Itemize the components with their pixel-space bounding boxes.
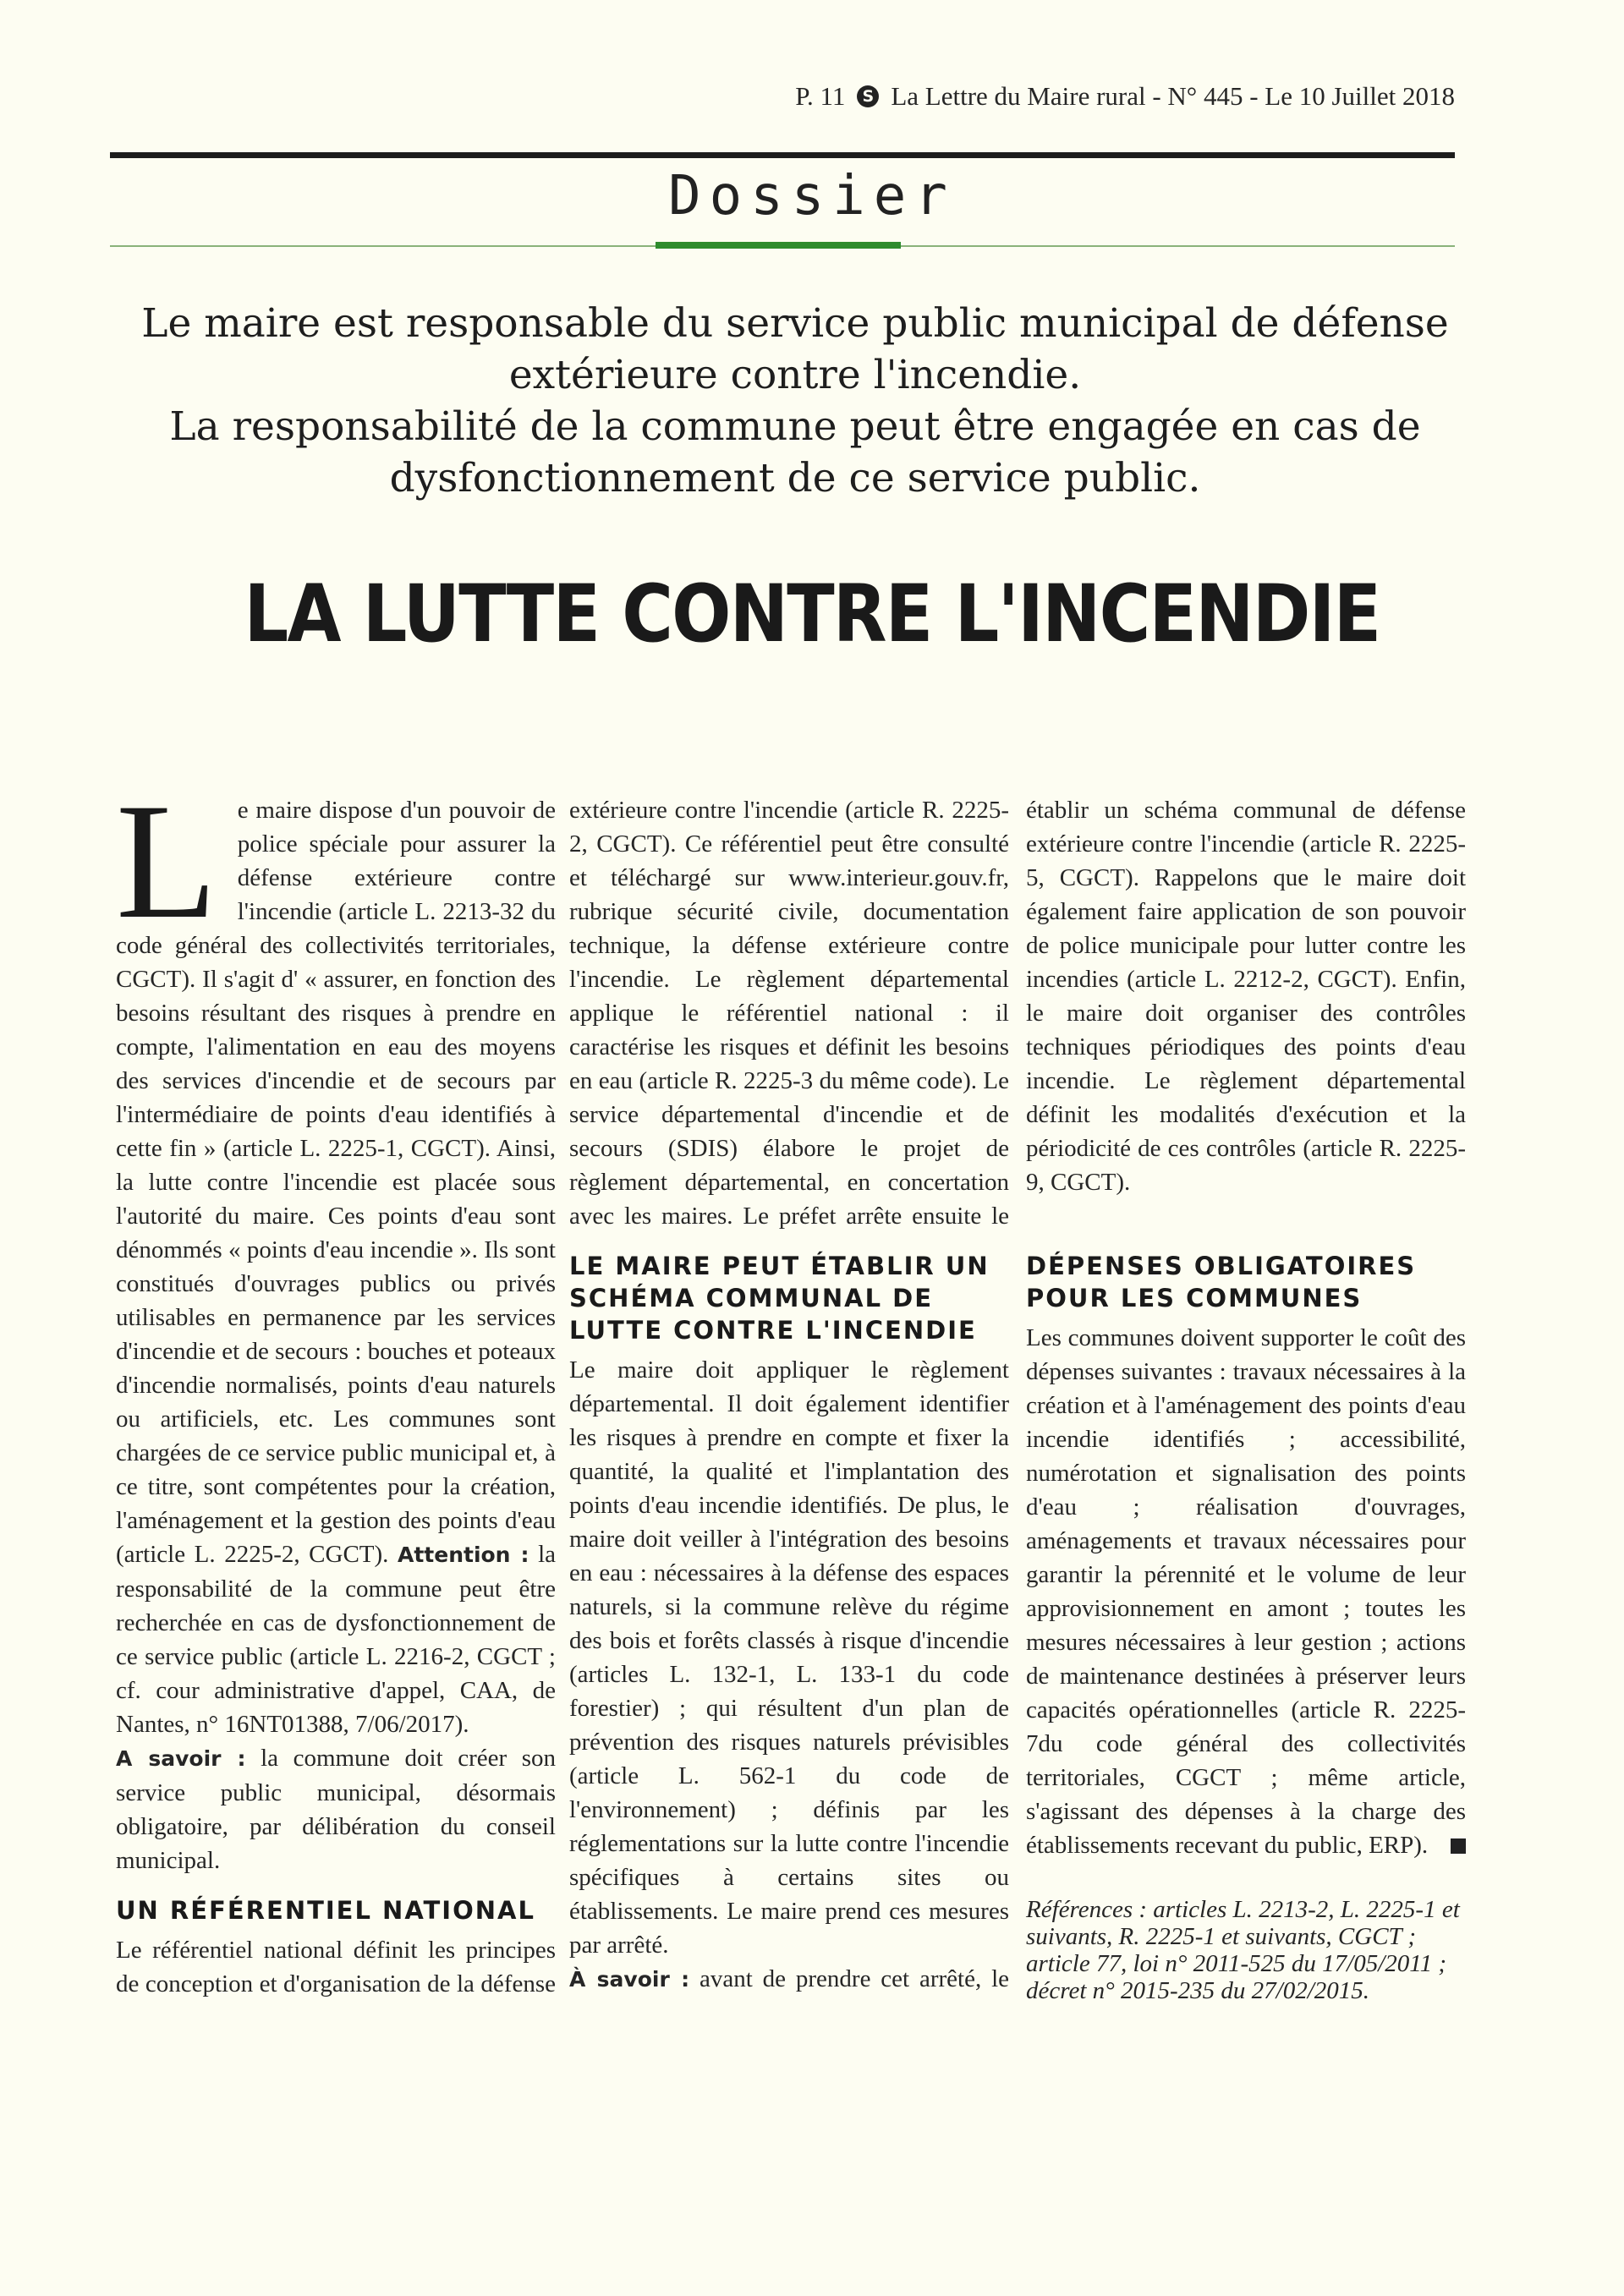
- attention-text: la responsabilité de la commune peut être recherchée en cas de dysfonctionnement de ce service public (article L. 2216-2, CGCT ; cf. cour administrative d'appel, CAA, de Nantes, n° 16NT01388, 7/06/2017).: [116, 1541, 556, 1738]
- intro-line-2: La responsabilité de la commune peut être engagée en cas de dysfonctionnement de ce service public.: [169, 403, 1421, 501]
- drop-cap: L: [116, 770, 217, 953]
- publication-info: La Lettre du Maire rural - N° 445 - Le 10 Juillet 2018: [891, 81, 1455, 111]
- asavoir-text-2-tail: établir un schéma communal de défense extérieure contre l'incendie (article R. 2225-5, CGCT). Rappelons que le maire doit également faire application de son pouvoir de police municipale pour lutter contre les incendies (article L. 2212-2, CGCT). Enfin, le maire doit organiser des contrôles techniques périodiques des points d'eau incendie. Le règlement départemental définit les modalités d'exécution et la périodicité de ces contrôles (article R. 2225-9, CGCT).: [1026, 797, 1466, 1196]
- paragraph-referentiel-tail: extérieure contre l'incendie (article R. 2225-2, CGCT). Ce référentiel peut être consulté et téléchargé sur www.interieur.gouv.fr, rubrique sécurité civile, documentation technique, la défense extérieure contre l'incendie. Le règlement départemental applique le référentiel national : il caractérise les risques et définit les besoins en eau (article R. 2225-3 du même code). Le service départemental d'incendie et de secours (SDIS) élabore le projet de règlement départemental, en concertation avec les maires. Le préfet arrête ensuite le: [569, 797, 1009, 1230]
- heading-depenses: DÉPENSES OBLIGATOIRES POUR LES COMMUNES: [1026, 1252, 1417, 1312]
- asavoir-label-1: A savoir :: [116, 1746, 246, 1771]
- paragraph-schema: Le maire doit appliquer le règlement départemental. Il doit également identifier les risques à prendre en compte et fixer la quantité, la qualité et l'implantation des points d'eau incendie identifiés. De plus, le maire doit veiller à l'intégration des besoins en eau : nécessaires à la défense des espaces naturels, si la commune relève du régime des bois et forêts classés à risque d'incendie (articles L. 132-1, L. 133-1 du code forestier) ; qui résultent d'un plan de prévention des risques naturels prévisibles (article L. 562-1 du code de l'environnement) ; définis par les réglementations sur la lutte contre l'incendie spécifiques à certains sites ou établissements. Le maire prend ces mesures par arrêté.: [569, 1356, 1009, 1959]
- intro-line-1: Le maire est responsable du service public municipal de défense extérieure contre l'incendie.: [141, 300, 1449, 398]
- column-1: [116, 770, 557, 2001]
- publication-logo-icon: S: [857, 85, 879, 107]
- asavoir-label-2: À savoir :: [569, 1967, 690, 1992]
- asavoir-paragraph-2: [569, 1962, 1009, 1996]
- end-of-article-mark: [1451, 1838, 1466, 1854]
- depenses-text: Les communes doivent supporter le coût des dépenses suivantes : travaux nécessaires à la création et à l'aménagement des points d'eau incendie identifiés ; accessibilité, numérotation et signalisation des points d'eau ; réalisation d'ouvrages, aménagements et travaux nécessaires pour garantir la pérennité et le volume de leur approvisionnement en amont ; toutes les mesures nécessaires à leur gestion ; actions de maintenance destinées à préserver leurs capacités opérationnelles (article R. 2225-7du code général des collectivités territoriales, CGCT ; même article, s'agissant des dépenses à la charge des établissements recevant du public, ERP).: [1026, 1324, 1466, 1859]
- header-rule: [110, 152, 1455, 158]
- paragraph-depenses: [1026, 1321, 1466, 1862]
- heading-referentiel: UN RÉFÉRENTIEL NATIONAL: [116, 1896, 535, 1925]
- page-number: P. 11: [795, 81, 846, 111]
- paragraph-referentiel-cont: [569, 793, 1009, 1233]
- column-3: [1026, 793, 1466, 2004]
- asavoir-paragraph-1: [116, 1741, 556, 1877]
- heading-schema: LE MAIRE PEUT ÉTABLIR UN SCHÉMA COMMUNAL DE LUTTE CONTRE L'INCENDIE: [569, 1252, 990, 1345]
- attention-label: Attention :: [397, 1543, 529, 1567]
- asavoir-text-1: la commune doit créer son service public municipal, désormais obligatoire, par délibération du conseil municipal.: [116, 1745, 557, 1874]
- article-title: LA LUTTE CONTRE L'INCENDIE: [244, 568, 1380, 660]
- first-paragraph: [116, 770, 556, 1741]
- references: Références : articles L. 2213-2, L. 2225-1 et suivants, R. 2225-1 et suivants, CGCT ; article 77, loi n° 2011-525 du 17/05/2011 ; décret n° 2015-235 du 27/02/2015.: [1026, 1896, 1460, 2004]
- section-accent-bar: [656, 242, 901, 249]
- paragraph-intro: e maire dispose d'un pouvoir de police spéciale pour assurer la défense extérieure contre l'incendie (article L. 2213-32 du code général des collectivités territoriales, CGCT). Il s'agit d' « assurer, en fonction des besoins résultant des risques à prendre en compte, l'alimentation en eau des moyens des services d'incendie et de secours par l'intermédiaire de points d'eau identifiés à cette fin » (article L. 2225-1, CGCT). Ainsi, la lutte contre l'incendie est placée sous l'autorité du maire. Ces points d'eau sont dénommés « points d'eau incendie ». Ils sont constitués d'ouvrages publics ou privés utilisables en permanence par les services d'incendie et de secours : bouches et poteaux d'incendie normalisés, points d'eau naturels ou artificiels, etc. Les communes sont chargées de ce service public municipal et, à ce titre, sont compétentes pour la création, l'aménagement et la gestion des points d'eau (article L. 2225-2, CGCT).: [116, 797, 556, 1568]
- section-label: Dossier: [668, 165, 956, 227]
- paragraph-referentiel: Le référentiel national définit les principes de conception et d'organisation de la défense: [116, 1937, 556, 1997]
- intro-block: [85, 298, 1506, 504]
- asavoir-paragraph-2-cont: [1026, 793, 1466, 1233]
- column-2: [569, 793, 1009, 1996]
- asavoir-text-2: avant de prendre cet arrêté, le: [699, 1965, 1009, 1992]
- page-header: [795, 81, 1455, 112]
